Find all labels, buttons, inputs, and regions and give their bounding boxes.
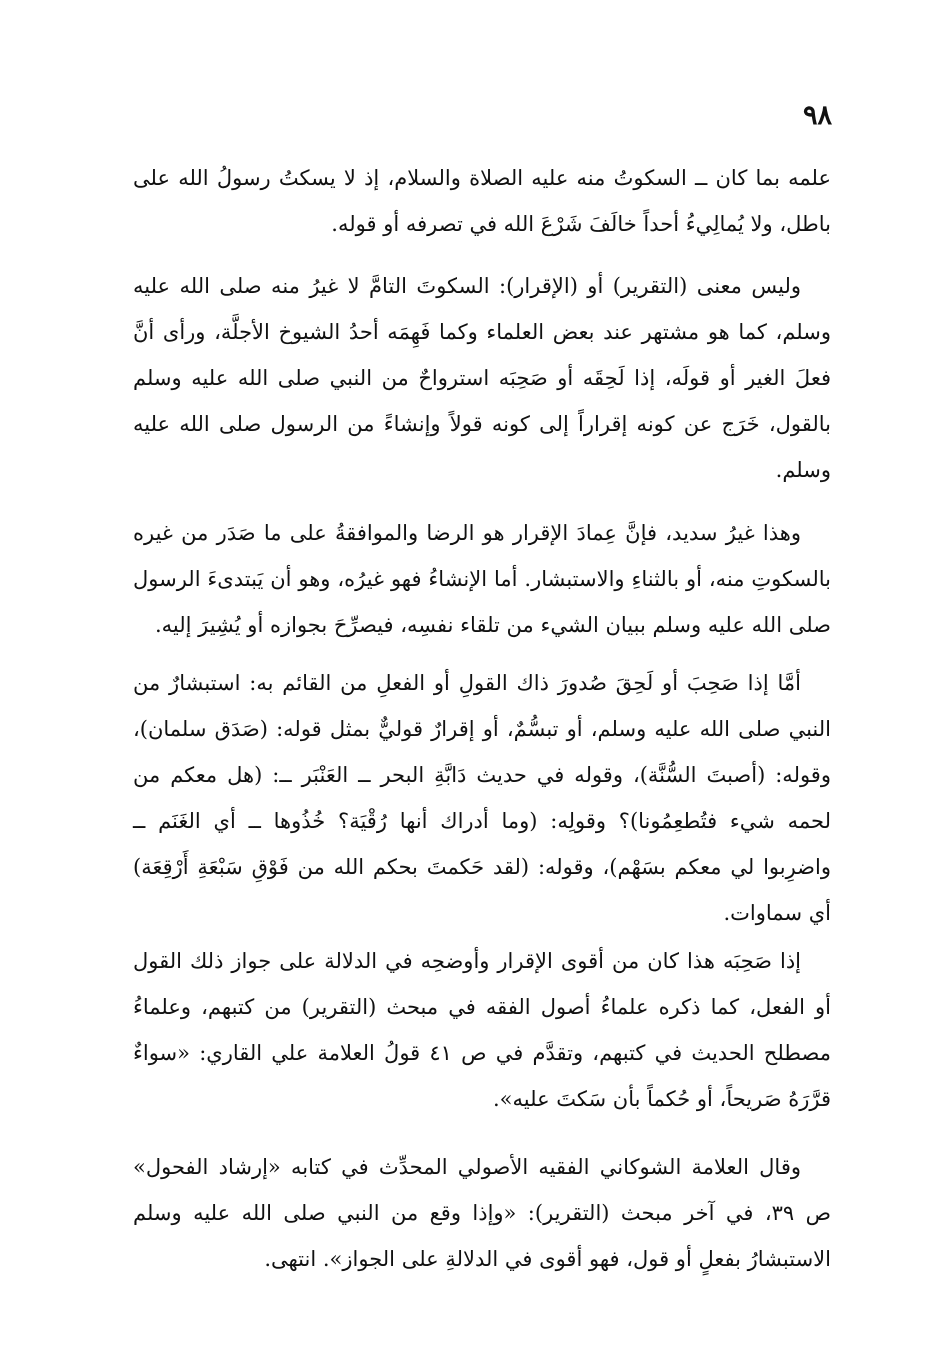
paragraph-shawkani-quote [133,1144,831,1282]
paragraph-text: وقال العلامة الشوكاني الفقيه الأصولي المحدِّث في كتابه «إرشاد الفحول» ص ٣٩، في آخر مبحث (التقرير): «وإذا وقع من النبي صلى الله عليه وسلم الاستبشارُ بفعلٍ أو قول، فهو أقوى في الدلالةِ على الجواز». انتهى. [133,1155,831,1271]
paragraph-rebuttal [133,510,831,648]
paragraph-text: وليس معنى (التقرير) أو (الإقرار): السكوتَ التامَّ لا غيرُ منه صلى الله عليه وسلم، كما هو مشتهر عند بعض العلماء وكما فَهِمَه أحدُ الشيوخ الأجلَّة، ورأى أنَّ فعلَ الغير أو قولَه، إذا لَحِقَه أو صَحِبَه استرواحٌ من النبي صلى الله عليه وسلم بالقول، خَرَج عن كونه إقراراً إلى كونه قولاً وإنشاءً من الرسول صلى الله عليه وسلم. [133,274,831,482]
paragraph-text: وهذا غيرُ سديد، فإنَّ عِمادَ الإقرار هو الرضا والموافقةُ على ما صَدَر من غيره بالسكوتِ منه، أو بالثناءِ والاستبشار. أما الإنشاءُ فهو غيرُه، وهو أن يَبتدىءَ الرسول صلى الله عليه وسلم ببيان الشيء من تلقاء نفسِه، فيصرِّحَ بجوازه أو يُشِيرَ إليه. [133,521,831,637]
page-number: ٩٨ [802,100,832,131]
paragraph-text: إذا صَحِبَه هذا كان من أقوى الإقرار وأوضحِه في الدلالة على جواز ذلك القول أو الفعل، كما ذكره علماءُ أصول الفقه في مبحث (التقرير) من كتبهم، وعلماءُ مصطلح الحديث في كتبهم، وتقدَّم في ص ٤١ قولُ العلامة علي القاري: «سواءٌ قرَّرَهُ صَريحاً، أو حُكماً بأن سَكتَ عليه». [133,949,831,1111]
paragraph-strongest-iqrar [133,938,831,1122]
paragraph-continuation [133,155,831,247]
paragraph-text: علمه بما كان ــ السكوتُ منه عليه الصلاة والسلام، إذ لا يسكتُ رسولُ الله على باطل، ولا يُمالِيءُ أحداً خالَفَ شَرْعَ الله في تصرفه أو قوله. [133,166,831,236]
paragraph-taqrir-meaning [133,263,831,493]
paragraph-text: أمَّا إذا صَحِبَ أو لَحِقَ صُدورَ ذاك القولِ أو الفعلِ من القائم به: استبشارٌ من النبي صلى الله عليه وسلم، أو تبسُّمٌ، أو إقرارٌ قوليٌّ بمثل قوله: (صَدَق سلمان)، وقوله: (أصبتَ السُّنَّة)، وقوله في حديث دَابَّةِ البحر ــ العَنْبَر ــ: (هل معكم من لحمه شيء فتُطعِمُونا)؟ وقولِه: (وما أدراك أنها رُقْيَة؟ خُذُوها ــ أي الغَنَم ــ واضرِبوا لي معكم بسَهْم)، وقوله: (لقد حَكمتَ بحكم الله من فَوْقِ سَبْعَةِ أَرْقِعَة) أي سماوات. [133,671,831,925]
paragraph-examples [133,660,831,936]
